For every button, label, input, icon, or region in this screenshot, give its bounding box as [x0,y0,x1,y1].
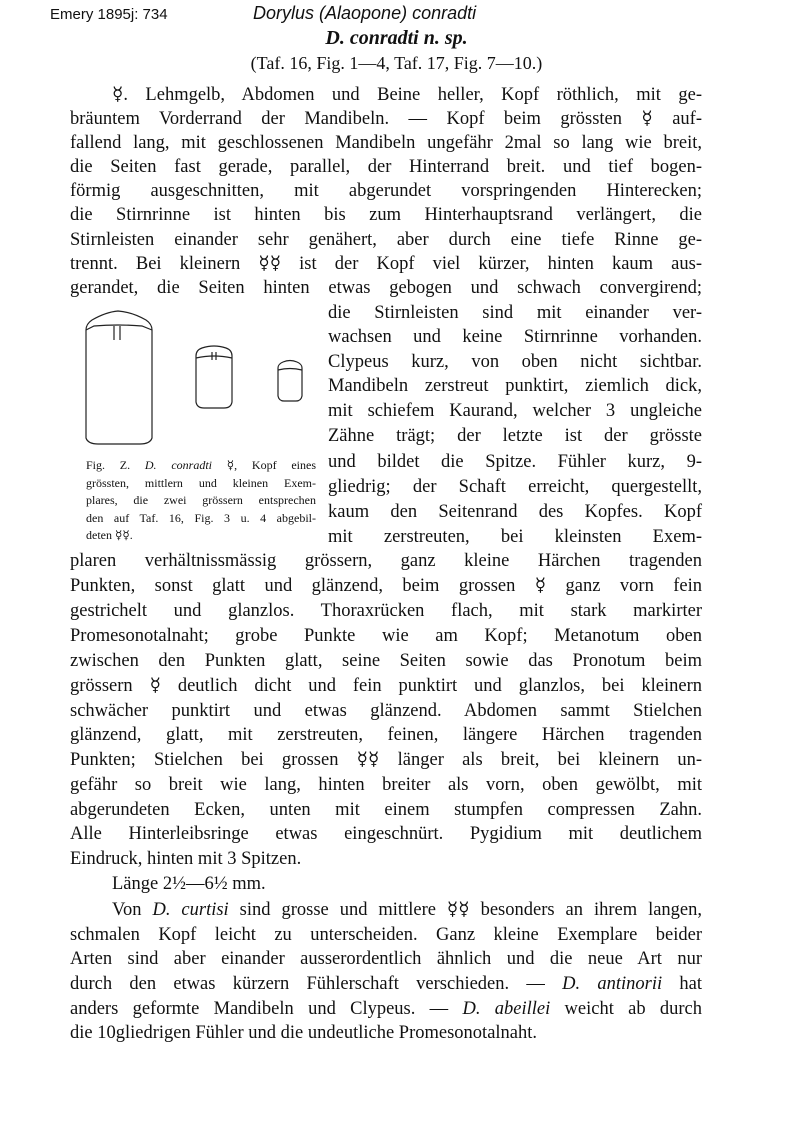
caption-line: grössten, mittlern und kleinen Exem- [86,475,316,490]
text-line: zwischen den Punkten glatt, seine Seiten sowie das Pronotum beim [70,651,702,671]
text-line: schmalen Kopf leicht zu unterscheiden. Ganz kleine Exemplare beider [70,925,702,945]
text-line: anders geformte Mandibeln und Clypeus. — D. abeillei weicht ab durch [70,999,702,1019]
text-line: grössern ☿ deutlich dicht und fein punktirt und glanzlos, bei kleinern [70,676,702,696]
text-line: Arten sind aber einander ausserordentlich ähnlich und die neue Art nur [70,949,702,969]
text-line: durch den etwas kürzern Fühlerschaft verschieden. — D. antinorii hat [70,974,702,994]
text-line: Von D. curtisi sind grosse und mittlere ☿☿ besonders an ihrem langen, [112,900,703,920]
text-line: mit schiefem Kaurand, welcher 3 ungleiche [328,401,702,421]
text-line: Clypeus kurz, von oben nicht sichtbar. [328,352,702,372]
text-line: Punkten; Stielchen bei grossen ☿☿ länger als breit, bei kleinern un- [70,750,702,770]
text-line: Mandibeln zerstreut punktirt, ziemlich dick, [328,376,702,396]
text-line: ☿. Lehmgelb, Abdomen und Beine heller, Kopf röthlich, mit ge- [112,85,702,105]
head-figure [80,308,312,458]
medium-head-outline [196,346,232,408]
large-head-outline [86,311,152,444]
caption-line: den auf Taf. 16, Fig. 3 u. 4 abgebil- [86,510,316,525]
caption-line: deten ☿☿. [86,528,133,542]
text-line: Alle Hinterleibsringe etwas eingeschnürt. Pygidium mit deutlichem [70,824,702,844]
text-line: kaum den Seitenrand des Kopfes. Kopf [328,502,702,522]
text-line: gefähr so breit wie lang, hinten breiter als vorn, oben gewölbt, mit [70,775,702,795]
text-line: gestrichelt und glanzlos. Thoraxrücken flach, mit stark markirter [70,601,702,621]
ant-head-drawings [80,308,312,458]
text-line: gerandet, die Seiten hinten etwas gebogen und schwach convergirend; [70,278,702,298]
figure-caption [86,457,316,545]
text-line: Punkten, sonst glatt und glänzend, beim grossen ☿ ganz vorn fein [70,576,702,596]
length-line: Länge 2½—6½ mm. [112,874,266,894]
text-line: abgerundeten Ecken, unten mit einem stumpfen compressen Zahn. [70,800,702,820]
plate-reference: (Taf. 16, Fig. 1—4, Taf. 17, Fig. 7—10.) [250,53,543,73]
text-line: bräuntem Vorderrand der Mandibeln. — Kopf beim grössten ☿ auf- [70,109,702,129]
text-line: die Stirnrinne ist hinten bis zum Hinterhauptsrand verlängert, die [70,205,702,225]
text-line: die 10gliedrigen Fühler und die undeutliche Promesonotalnaht. [70,1023,538,1043]
text-line: schwächer punktirt und etwas glänzend. Abdomen sammt Stielchen [70,701,702,721]
caption-line: Fig. Z. D. conradti ☿, Kopf eines [86,458,316,472]
text-line: förmig ausgeschnitten, mit abgerundet vorspringenden Hinterecken; [70,181,702,201]
text-line: plaren verhältnissmässig grössern, ganz kleine Härchen tragenden [70,551,702,571]
text-line: Zähne trägt; der letzte ist der grösste [328,426,702,446]
text-line: mit zerstreuten, bei kleinsten Exem- [328,527,702,547]
taxon-header: Dorylus (Alaopone) conradti [253,3,477,23]
text-line: die Seiten fast gerade, parallel, der Hinterrand breit. und tief bogen- [70,157,702,177]
small-head-outline [278,361,302,402]
text-line: Stirnleisten einander sehr genähert, aber durch eine tiefe Rinne ge- [70,230,702,250]
citation-header: Emery 1895j: 734 [50,6,168,23]
text-line: trennt. Bei kleinern ☿☿ ist der Kopf viel kürzer, hinten kaum aus- [70,254,702,274]
text-line: gliedrig; der Schaft erreicht, quergestellt, [328,477,702,497]
text-line: Eindruck, hinten mit 3 Spitzen. [70,849,302,869]
text-line: wachsen und keine Stirnrinne vorhanden. [328,327,702,347]
text-line: glänzend, glatt, mit zerstreuten, feinen, längere Härchen tragenden [70,725,702,745]
text-line: Promesonotalnaht; grobe Punkte wie am Kopf; Metanotum oben [70,626,702,646]
species-title: D. conradti n. sp. [325,27,468,49]
caption-line: plares, die zwei grössern entsprechen [86,493,316,507]
text-line: die Stirnleisten sind mit einander ver- [328,303,702,323]
text-line: fallend lang, mit geschlossenen Mandibeln ungefähr 2mal so lang wie breit, [70,133,702,153]
text-line: und bildet die Spitze. Fühler kurz, 9- [328,452,702,472]
